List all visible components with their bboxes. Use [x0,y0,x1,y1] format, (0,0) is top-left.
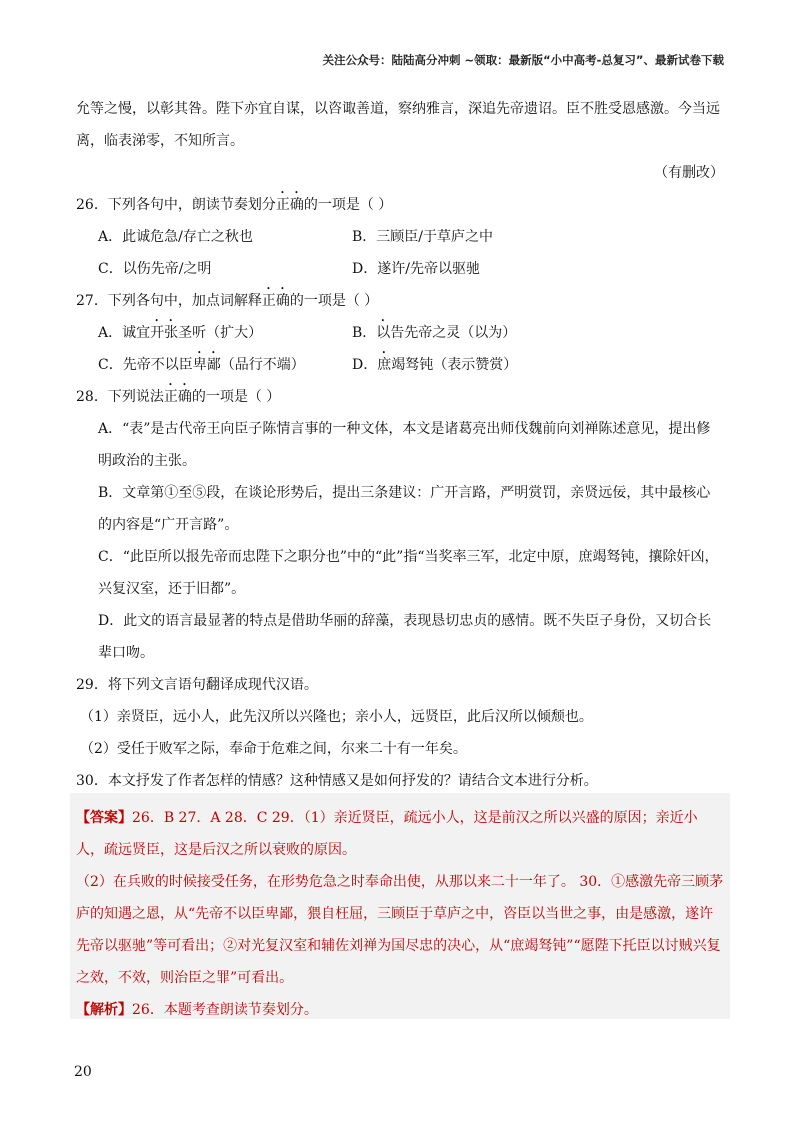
question-26-options-row [76,221,724,253]
page-header: 关注公众号：陆陆高分冲刺 ~领取：最新版“小中高考-总复习”、最新试卷下载 [322,53,724,67]
question-30-stem: 30．本文抒发了作者怎样的情感？这种情感又是如何抒发的？请结合文本进行分析。 [76,773,598,789]
option-b: B．文章第①至⑤段，在谈论形势后，提出三条建议：广开言路，严明赏罚，亲贤远佞，其中最核心的内容是“广开言路”。 [98,485,711,533]
option-c: C．先帝不以臣卑鄙（品行不端） [98,357,305,373]
option-c: C．“此臣所以报先帝而忠陛下之职分也”中的“此”指“当奖率三军，北定中原，庶竭驽钝，攘除奸凶，兴复汉室，还于旧都”。 [98,549,719,597]
option-d: D．遂许/先帝以驱驰 [352,261,480,277]
question-27-options-row [76,317,724,349]
answer-paragraph: 【答案】26．B 27．A 28．C 29．（1）亲近贤臣，疏远小人，这是前汉之所以兴盛的原因；亲近小人，疏远贤臣，这是后汉之所以衰败的原因。 [76,810,698,858]
passage-line: 允等之慢，以彰其咎。陛下亦宜自谋，以咨诹善道，察纳雅言，深追先帝遗诏。臣不胜受恩感激。今当远 [76,101,720,117]
analysis-tag: 【解析】 [76,1002,132,1018]
passage-line: 离，临表涕零，不知所言。 [76,133,244,149]
translation-sentence-1: （1）亲贤臣，远小人，此先汉所以兴隆也；亲小人，远贤臣，此后汉所以倾颓也。 [80,709,593,725]
option-d: D．庶竭驽钝（表示赞赏） [352,357,518,373]
question-26-options-row [76,253,724,285]
question-27-stem: 27．下列各句中，加点词解释正确的一项是（ ） [76,293,379,309]
source-note: （有删改） [654,165,724,181]
emphasis-dots: 正确 [261,293,290,309]
answer-tag: 【答案】 [76,810,132,826]
question-26-stem: 26．下列各句中，朗读节奏划分正确的一项是（ ） [76,197,393,213]
option-b: B．三顾臣/于草庐之中 [352,229,494,245]
question-28-stem: 28．下列说法正确的一项是（ ） [76,389,281,405]
question-29-stem: 29．将下列文言语句翻译成现代汉语。 [76,677,318,693]
emphasis-dots: 正确 [163,389,192,405]
answer-box [70,793,730,1019]
option-a: A．此诚危急/存亡之秋也 [98,229,253,245]
translation-sentence-2: （2）受任于败军之际，奉命于危难之间，尔来二十有一年矣。 [80,741,467,757]
option-d: D．此文的语言最显著的特点是借助华丽的辞藻，表现恳切忠贞的感情。既不失臣子身份，又切合长辈口吻。 [98,613,712,661]
option-b: B．以告先帝之灵（以为） [352,325,517,341]
page-number: 20 [74,1064,92,1080]
question-27-options-row [76,349,724,381]
option-a: A．诚宜开张圣听（扩大） [98,325,263,341]
document-body [76,93,724,797]
analysis-paragraph: 【解析】26．本题考查朗读节奏划分。 [76,1002,318,1018]
answer-paragraph: （2）在兵败的时候接受任务，在形势危急之时奉命出使，从那以来二十一年了。 30．①感激先帝三顾茅庐的知遇之恩，从“先帝不以臣卑鄙，猥自枉屈，三顾臣于草庐之中，咨臣以当世之事，由是感激，遂许先帝以驱驰”等可看出；②对光复汉室和辅佐刘禅为国尽忠的决心，从“庶竭驽钝”“愿陛下托臣以讨贼兴复之效，不效，则治臣之罪”可看出。 [76,874,724,986]
option-a: A．“表”是古代帝王向臣子陈情言事的一种文体，本文是诸葛亮出师伐魏前向刘禅陈述意见，提出修明政治的主张。 [98,421,711,469]
emphasis-dots: 正确 [275,197,304,213]
option-c: C．以伤先帝/之明 [98,261,212,277]
